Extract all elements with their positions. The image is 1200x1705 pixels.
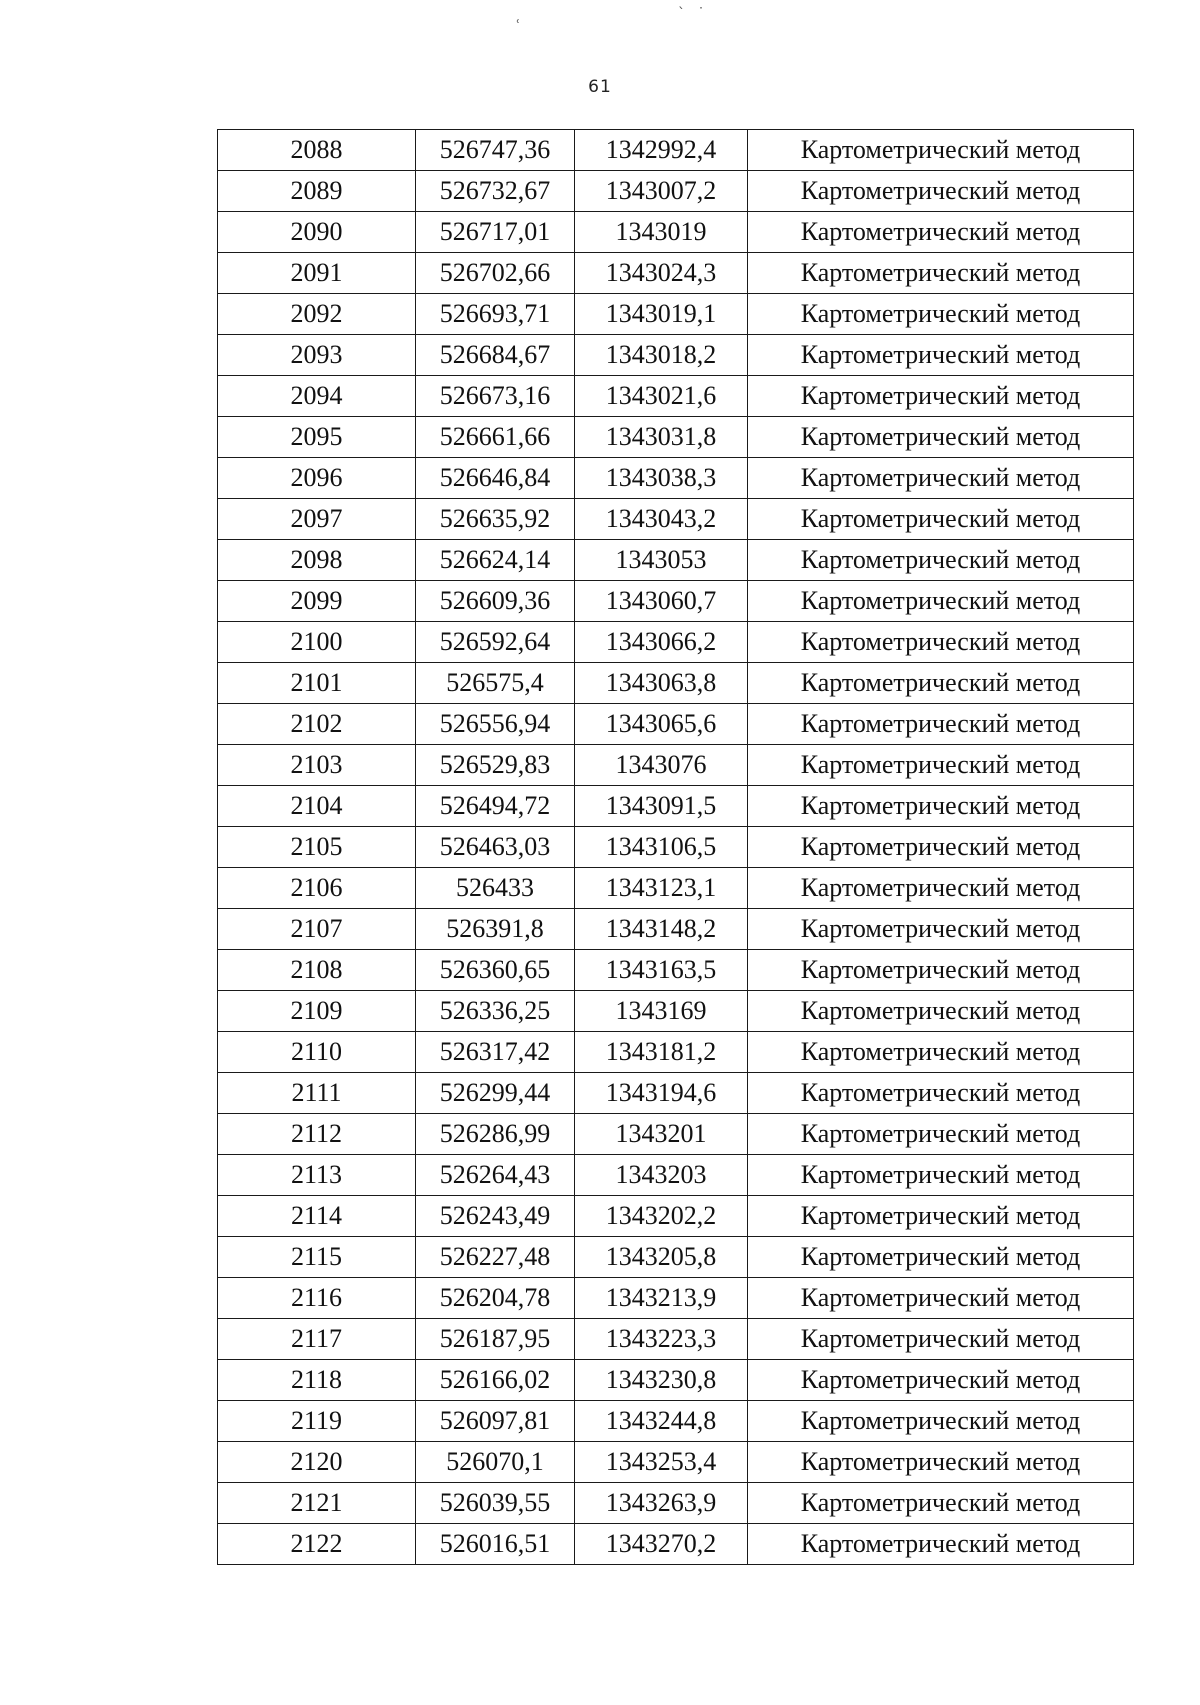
point-number-cell: 2089: [218, 171, 416, 212]
y-coordinate-cell: 1343123,1: [575, 868, 748, 909]
scan-artifact: ʿ: [516, 18, 521, 34]
x-coordinate-cell: 526463,03: [416, 827, 575, 868]
x-coordinate-cell: 526693,71: [416, 294, 575, 335]
x-coordinate-cell: 526635,92: [416, 499, 575, 540]
x-coordinate-cell: 526747,36: [416, 130, 575, 171]
method-cell: Картометрический метод: [748, 1032, 1134, 1073]
y-coordinate-cell: 1343043,2: [575, 499, 748, 540]
x-coordinate-cell: 526016,51: [416, 1524, 575, 1565]
point-number-cell: 2116: [218, 1278, 416, 1319]
y-coordinate-cell: 1343063,8: [575, 663, 748, 704]
point-number-cell: 2104: [218, 786, 416, 827]
x-coordinate-cell: 526264,43: [416, 1155, 575, 1196]
table-row: [218, 1032, 1134, 1073]
table-row: [218, 786, 1134, 827]
point-number-cell: 2120: [218, 1442, 416, 1483]
table-row: [218, 1319, 1134, 1360]
method-cell: Картометрический метод: [748, 827, 1134, 868]
method-cell: Картометрический метод: [748, 581, 1134, 622]
x-coordinate-cell: 526717,01: [416, 212, 575, 253]
y-coordinate-cell: 1343038,3: [575, 458, 748, 499]
table-row: [218, 1114, 1134, 1155]
point-number-cell: 2095: [218, 417, 416, 458]
y-coordinate-cell: 1343106,5: [575, 827, 748, 868]
point-number-cell: 2097: [218, 499, 416, 540]
method-cell: Картометрический метод: [748, 1278, 1134, 1319]
table-row: [218, 868, 1134, 909]
table-row: [218, 335, 1134, 376]
point-number-cell: 2115: [218, 1237, 416, 1278]
point-number-cell: 2105: [218, 827, 416, 868]
table-row: [218, 499, 1134, 540]
x-coordinate-cell: 526039,55: [416, 1483, 575, 1524]
method-cell: Картометрический метод: [748, 663, 1134, 704]
x-coordinate-cell: 526494,72: [416, 786, 575, 827]
method-cell: Картометрический метод: [748, 294, 1134, 335]
x-coordinate-cell: 526360,65: [416, 950, 575, 991]
y-coordinate-cell: 1343270,2: [575, 1524, 748, 1565]
point-number-cell: 2108: [218, 950, 416, 991]
x-coordinate-cell: 526609,36: [416, 581, 575, 622]
x-coordinate-cell: 526097,81: [416, 1401, 575, 1442]
y-coordinate-cell: 1343253,4: [575, 1442, 748, 1483]
table-row: [218, 1401, 1134, 1442]
table-row: [218, 622, 1134, 663]
y-coordinate-cell: 1343194,6: [575, 1073, 748, 1114]
point-number-cell: 2121: [218, 1483, 416, 1524]
y-coordinate-cell: 1343201: [575, 1114, 748, 1155]
y-coordinate-cell: 1343163,5: [575, 950, 748, 991]
x-coordinate-cell: 526661,66: [416, 417, 575, 458]
point-number-cell: 2099: [218, 581, 416, 622]
method-cell: Картометрический метод: [748, 909, 1134, 950]
method-cell: Картометрический метод: [748, 499, 1134, 540]
coordinates-table-body: [218, 130, 1134, 1565]
point-number-cell: 2114: [218, 1196, 416, 1237]
y-coordinate-cell: 1343019: [575, 212, 748, 253]
table-row: [218, 540, 1134, 581]
y-coordinate-cell: 1343169: [575, 991, 748, 1032]
table-row: [218, 130, 1134, 171]
method-cell: Картометрический метод: [748, 1483, 1134, 1524]
y-coordinate-cell: 1343019,1: [575, 294, 748, 335]
table-row: [218, 663, 1134, 704]
x-coordinate-cell: 526227,48: [416, 1237, 575, 1278]
x-coordinate-cell: 526299,44: [416, 1073, 575, 1114]
y-coordinate-cell: 1343021,6: [575, 376, 748, 417]
point-number-cell: 2106: [218, 868, 416, 909]
y-coordinate-cell: 1343091,5: [575, 786, 748, 827]
point-number-cell: 2107: [218, 909, 416, 950]
y-coordinate-cell: 1343060,7: [575, 581, 748, 622]
point-number-cell: 2103: [218, 745, 416, 786]
point-number-cell: 2093: [218, 335, 416, 376]
method-cell: Картометрический метод: [748, 417, 1134, 458]
method-cell: Картометрический метод: [748, 171, 1134, 212]
method-cell: Картометрический метод: [748, 212, 1134, 253]
y-coordinate-cell: 1343244,8: [575, 1401, 748, 1442]
x-coordinate-cell: 526702,66: [416, 253, 575, 294]
method-cell: Картометрический метод: [748, 1114, 1134, 1155]
point-number-cell: 2102: [218, 704, 416, 745]
point-number-cell: 2113: [218, 1155, 416, 1196]
method-cell: Картометрический метод: [748, 1360, 1134, 1401]
y-coordinate-cell: 1343031,8: [575, 417, 748, 458]
point-number-cell: 2111: [218, 1073, 416, 1114]
point-number-cell: 2101: [218, 663, 416, 704]
table-row: [218, 950, 1134, 991]
point-number-cell: 2090: [218, 212, 416, 253]
table-row: [218, 1483, 1134, 1524]
table-row: [218, 294, 1134, 335]
point-number-cell: 2118: [218, 1360, 416, 1401]
method-cell: Картометрический метод: [748, 1155, 1134, 1196]
y-coordinate-cell: 1342992,4: [575, 130, 748, 171]
y-coordinate-cell: 1343181,2: [575, 1032, 748, 1073]
x-coordinate-cell: 526624,14: [416, 540, 575, 581]
x-coordinate-cell: 526556,94: [416, 704, 575, 745]
point-number-cell: 2092: [218, 294, 416, 335]
method-cell: Картометрический метод: [748, 622, 1134, 663]
method-cell: Картометрический метод: [748, 868, 1134, 909]
method-cell: Картометрический метод: [748, 745, 1134, 786]
method-cell: Картометрический метод: [748, 1319, 1134, 1360]
table-row: [218, 745, 1134, 786]
table-row: [218, 1442, 1134, 1483]
method-cell: Картометрический метод: [748, 253, 1134, 294]
point-number-cell: 2117: [218, 1319, 416, 1360]
scan-artifact: ˋ ˙: [678, 6, 709, 22]
method-cell: Картометрический метод: [748, 1524, 1134, 1565]
point-number-cell: 2096: [218, 458, 416, 499]
method-cell: Картометрический метод: [748, 540, 1134, 581]
y-coordinate-cell: 1343213,9: [575, 1278, 748, 1319]
table-row: [218, 376, 1134, 417]
coordinates-table: [217, 129, 1134, 1565]
table-row: [218, 1155, 1134, 1196]
x-coordinate-cell: 526673,16: [416, 376, 575, 417]
x-coordinate-cell: 526433: [416, 868, 575, 909]
table-row: [218, 909, 1134, 950]
method-cell: Картометрический метод: [748, 335, 1134, 376]
y-coordinate-cell: 1343053: [575, 540, 748, 581]
x-coordinate-cell: 526243,49: [416, 1196, 575, 1237]
y-coordinate-cell: 1343065,6: [575, 704, 748, 745]
y-coordinate-cell: 1343066,2: [575, 622, 748, 663]
table-row: [218, 1524, 1134, 1565]
x-coordinate-cell: 526336,25: [416, 991, 575, 1032]
y-coordinate-cell: 1343018,2: [575, 335, 748, 376]
x-coordinate-cell: 526204,78: [416, 1278, 575, 1319]
table-row: [218, 1196, 1134, 1237]
point-number-cell: 2088: [218, 130, 416, 171]
page-number: 61: [588, 77, 612, 97]
y-coordinate-cell: 1343007,2: [575, 171, 748, 212]
method-cell: Картометрический метод: [748, 950, 1134, 991]
x-coordinate-cell: 526187,95: [416, 1319, 575, 1360]
method-cell: Картометрический метод: [748, 1073, 1134, 1114]
method-cell: Картометрический метод: [748, 991, 1134, 1032]
x-coordinate-cell: 526166,02: [416, 1360, 575, 1401]
table-row: [218, 991, 1134, 1032]
point-number-cell: 2119: [218, 1401, 416, 1442]
table-row: [218, 253, 1134, 294]
table-row: [218, 1237, 1134, 1278]
table-row: [218, 212, 1134, 253]
table-row: [218, 458, 1134, 499]
method-cell: Картометрический метод: [748, 786, 1134, 827]
x-coordinate-cell: 526575,4: [416, 663, 575, 704]
table-row: [218, 1278, 1134, 1319]
x-coordinate-cell: 526317,42: [416, 1032, 575, 1073]
point-number-cell: 2094: [218, 376, 416, 417]
point-number-cell: 2112: [218, 1114, 416, 1155]
point-number-cell: 2109: [218, 991, 416, 1032]
table-row: [218, 827, 1134, 868]
method-cell: Картометрический метод: [748, 1401, 1134, 1442]
x-coordinate-cell: 526684,67: [416, 335, 575, 376]
x-coordinate-cell: 526732,67: [416, 171, 575, 212]
y-coordinate-cell: 1343202,2: [575, 1196, 748, 1237]
table-row: [218, 1073, 1134, 1114]
y-coordinate-cell: 1343024,3: [575, 253, 748, 294]
method-cell: Картометрический метод: [748, 376, 1134, 417]
x-coordinate-cell: 526592,64: [416, 622, 575, 663]
point-number-cell: 2100: [218, 622, 416, 663]
y-coordinate-cell: 1343203: [575, 1155, 748, 1196]
point-number-cell: 2122: [218, 1524, 416, 1565]
point-number-cell: 2091: [218, 253, 416, 294]
point-number-cell: 2110: [218, 1032, 416, 1073]
y-coordinate-cell: 1343230,8: [575, 1360, 748, 1401]
y-coordinate-cell: 1343263,9: [575, 1483, 748, 1524]
table-row: [218, 171, 1134, 212]
method-cell: Картометрический метод: [748, 1237, 1134, 1278]
point-number-cell: 2098: [218, 540, 416, 581]
method-cell: Картометрический метод: [748, 704, 1134, 745]
x-coordinate-cell: 526391,8: [416, 909, 575, 950]
method-cell: Картометрический метод: [748, 1196, 1134, 1237]
y-coordinate-cell: 1343223,3: [575, 1319, 748, 1360]
table-row: [218, 581, 1134, 622]
table-row: [218, 1360, 1134, 1401]
x-coordinate-cell: 526070,1: [416, 1442, 575, 1483]
x-coordinate-cell: 526286,99: [416, 1114, 575, 1155]
table-row: [218, 704, 1134, 745]
x-coordinate-cell: 526646,84: [416, 458, 575, 499]
x-coordinate-cell: 526529,83: [416, 745, 575, 786]
method-cell: Картометрический метод: [748, 130, 1134, 171]
y-coordinate-cell: 1343148,2: [575, 909, 748, 950]
method-cell: Картометрический метод: [748, 1442, 1134, 1483]
table-row: [218, 417, 1134, 458]
y-coordinate-cell: 1343205,8: [575, 1237, 748, 1278]
method-cell: Картометрический метод: [748, 458, 1134, 499]
y-coordinate-cell: 1343076: [575, 745, 748, 786]
